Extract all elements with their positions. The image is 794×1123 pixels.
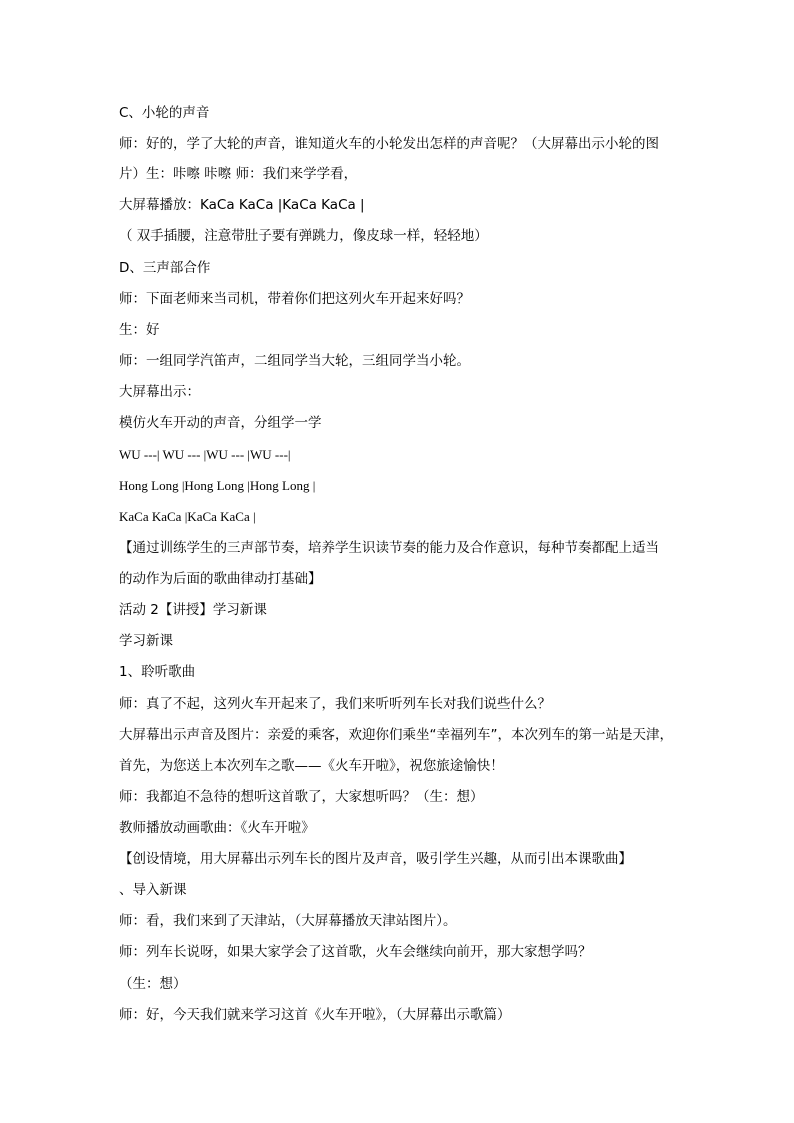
paragraph-line: 师：看，我们来到了天津站，（大屏幕播放天津站图片）。 — [119, 913, 457, 929]
paragraph-line: 师：我都迫不急待的想听这首歌了，大家想听吗？（生：想） — [119, 789, 484, 805]
paragraph-line: 大屏幕播放：KaCa KaCa |KaCa KaCa | — [119, 197, 365, 213]
paragraph-line: 片）生：咔嚓 咔嚓 师：我们来学学看， — [119, 166, 358, 182]
section-heading: 1、聆听歌曲 — [119, 664, 196, 680]
paragraph-line: 大屏幕出示声音及图片：亲爱的乘客，欢迎你们乘坐“幸福列车”，本次列车的第一站是天津， — [119, 727, 673, 743]
section-heading-c: C、小轮的声音 — [119, 105, 210, 121]
paragraph-line: 首先，为您送上本次列车之歌——《火车开啦》，祝您旅途愉快！ — [119, 758, 504, 774]
paragraph-line: 师：好的，学了大轮的声音，谁知道火车的小轮发出怎样的声音呢？（大屏幕出示小轮的图 — [119, 136, 659, 152]
paragraph-line: 生：好 — [119, 322, 160, 338]
activity-heading: 活动 2【讲授】学习新课 — [119, 602, 267, 618]
rhythm-line-big-wheel: Hong Long |Hong Long |Hong Long | — [119, 478, 316, 493]
section-heading-d: D、三声部合作 — [119, 260, 211, 276]
section-heading: 学习新课 — [119, 633, 173, 649]
paragraph-line: 【通过训练学生的三声部节奏，培养学生识读节奏的能力及合作意识，每种节奏都配上适当 — [119, 540, 659, 556]
rhythm-line-small-wheel: KaCa KaCa |KaCa KaCa | — [119, 509, 256, 524]
paragraph-line: 模仿火车开动的声音，分组学一学 — [119, 415, 322, 431]
rhythm-line-whistle: WU ---| WU --- |WU --- |WU ---| — [119, 447, 291, 462]
paragraph-line: （生：想） — [119, 976, 187, 992]
paragraph-line: 师：一组同学汽笛声，二组同学当大轮，三组同学当小轮。 — [119, 353, 470, 369]
paragraph-line: 大屏幕出示： — [119, 384, 200, 400]
paragraph-line: （ 双手插腰，注意带肚子要有弹跳力，像皮球一样，轻轻地） — [119, 228, 488, 244]
paragraph-line: 【创设情境，用大屏幕出示列车长的图片及声音，吸引学生兴趣，从而引出本课歌曲】 — [119, 851, 632, 867]
paragraph-line: 教师播放动画歌曲：《火车开啦》 — [119, 820, 315, 836]
paragraph-line: 师：下面老师来当司机，带着你们把这列火车开起来好吗？ — [119, 291, 470, 307]
paragraph-line: 师：好，今天我们就来学习这首《火车开啦》，（大屏幕出示歌篇） — [119, 1007, 511, 1023]
paragraph-line: 的动作为后面的歌曲律动打基础】 — [119, 571, 322, 587]
paragraph-line: 师：列车长说呀，如果大家学会了这首歌，火车会继续向前开，那大家想学吗？ — [119, 944, 592, 960]
section-heading: 、导入新课 — [119, 882, 187, 898]
paragraph-line: 师：真了不起，这列火车开起来了，我们来听听列车长对我们说些什么？ — [119, 696, 551, 712]
